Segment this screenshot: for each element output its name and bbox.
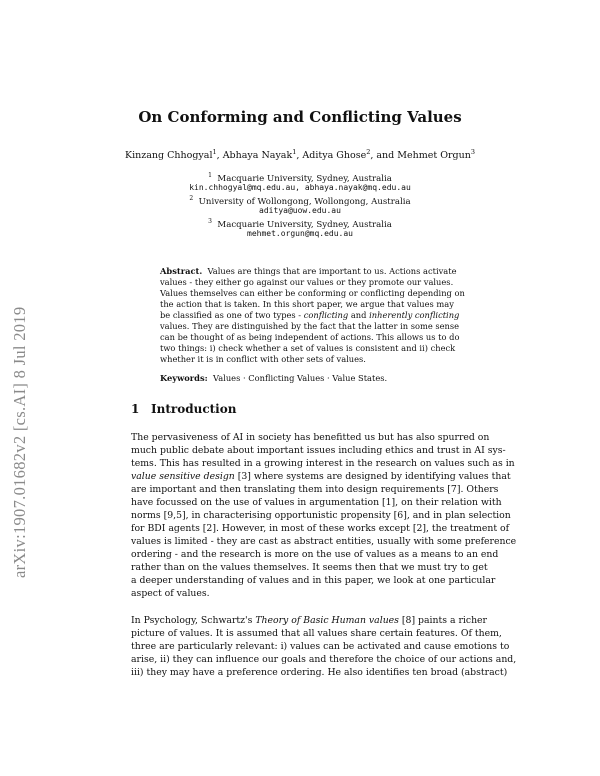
affiliation-2: $^2$ University of Wollongong, Wollongong, Australia	[189, 195, 411, 207]
author-name: Abhaya Nayak	[222, 150, 293, 162]
affiliation-2-emails: aditya@uow.edu.au	[259, 206, 341, 215]
author-name: Aditya Ghose	[302, 150, 367, 162]
author-name: Mehmet Orgun	[397, 150, 471, 162]
affiliation-3-emails: mehmet.orgun@mq.edu.au	[247, 229, 353, 238]
affiliation-1: $^1$ Macquarie University, Sydney, Australia	[208, 172, 392, 184]
author-list: Kinzang Chhogyal$^1$, Abhaya Nayak$^1$, Aditya Ghose$^2$, and Mehmet Orgun$^3$	[124, 148, 476, 162]
arxiv-identifier: arXiv:1907.01682v2 [cs.AI] 8 Jul 2019	[10, 306, 29, 578]
section-heading: 1 Introduction	[131, 402, 237, 416]
affiliation-1-emails: kin.chhogyal@mq.edu.au, abhaya.nayak@mq.edu.au	[189, 183, 411, 192]
affiliation-3: $^3$ Macquarie University, Sydney, Australia	[208, 218, 392, 230]
paper-title: On Conforming and Conflicting Values	[138, 108, 462, 126]
keywords: Keywords: Values · Conflicting Values · Value States.	[160, 373, 388, 383]
author-name: Kinzang Chhogyal	[124, 150, 213, 162]
